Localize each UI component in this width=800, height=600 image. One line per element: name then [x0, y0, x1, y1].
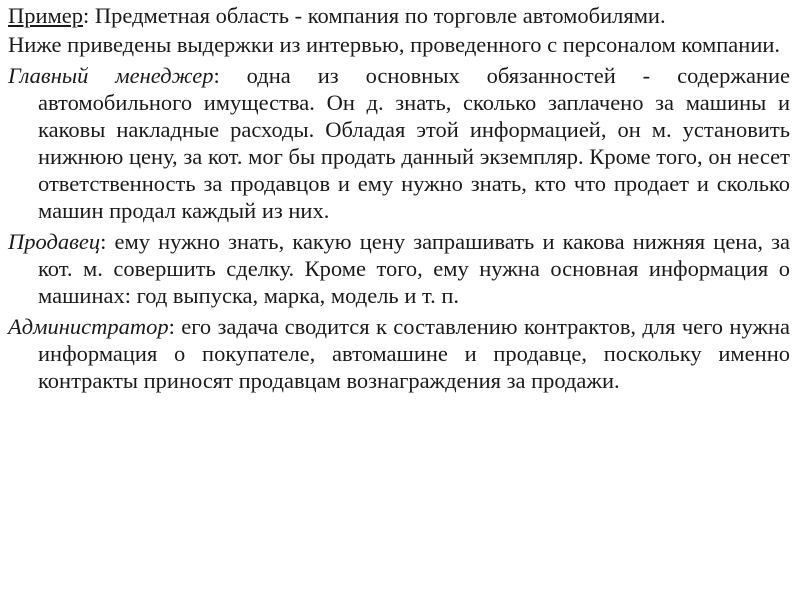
- manager-paragraph: [8, 62, 790, 224]
- intro-paragraph: [8, 31, 790, 58]
- slide-content: [8, 2, 790, 398]
- role-manager: Главный менеджер: [8, 63, 214, 88]
- role-seller: Продавец: [8, 229, 101, 254]
- intro-text: Ниже приведены выдержки из интервью, проведенного с персоналом компании.: [8, 32, 781, 57]
- seller-text: : ему нужно знать, какую цену запрашивать и какова нижняя цена, за кот. м. совершить сделку. Кроме того, ему нужна основная информация о машинах: год выпуска, марка, модель и т. п.: [38, 229, 790, 308]
- admin-paragraph: [8, 313, 790, 394]
- manager-text: : одна из основных обязанностей - содержание автомобильного имущества. Он д. знать, сколько заплачено за машины и каковы накладные расходы. Обладая этой информацией, он м. установить нижнюю цену, за кот. мог бы продать данный экземпляр. Кроме того, он несет ответственность за продавцов и ему нужно знать, кто что продает и сколько машин продал каждый из них.: [38, 63, 790, 223]
- role-administrator: Администратор: [8, 314, 169, 339]
- example-line: [8, 2, 790, 29]
- example-text: : Предметная область - компания по торговле автомобилями.: [83, 3, 666, 28]
- example-label: Пример: [8, 3, 84, 28]
- seller-paragraph: [8, 228, 790, 309]
- admin-text: : его задача сводится к составлению контрактов, для чего нужна информация о покупателе, автомашине и продавце, поскольку именно контракты приносят продавцам вознаграждения за продажи.: [38, 314, 790, 393]
